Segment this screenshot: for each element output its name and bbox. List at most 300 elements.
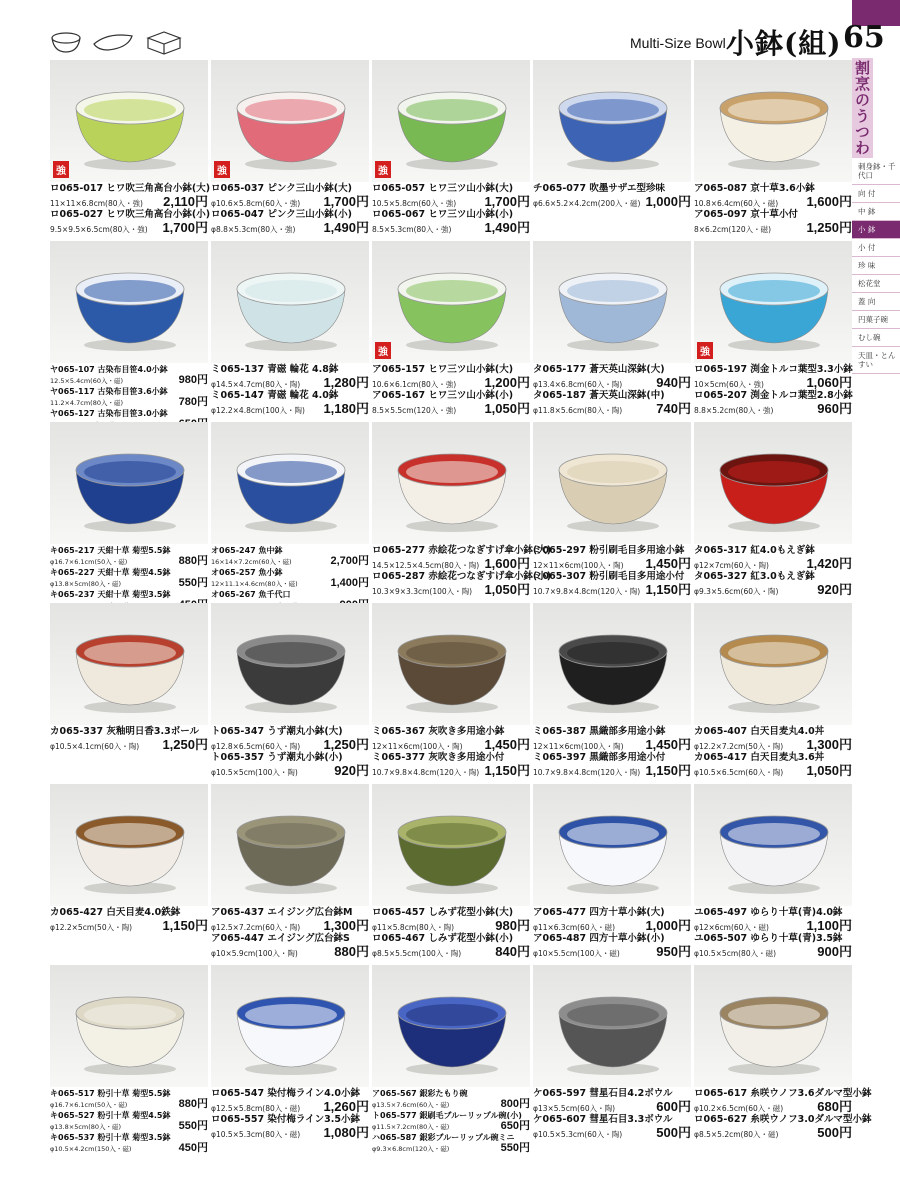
product-info	[533, 1089, 691, 1141]
product-card[interactable]	[211, 241, 369, 419]
product-price: 920円	[817, 581, 852, 597]
product-info	[694, 908, 852, 960]
product-name: ト065-577 銀刷毛ブルーリップル碗(小)	[372, 1110, 522, 1120]
product-info	[211, 546, 369, 611]
product-name: ヤ065-107 古染布目笹4.0小鉢	[50, 365, 168, 374]
blue-shell-bowl-photo	[533, 60, 691, 182]
product-spec-row	[372, 376, 530, 391]
product-spec-row	[372, 195, 530, 210]
product-price: 920円	[334, 762, 369, 778]
product-price: 1,400円	[330, 577, 369, 590]
product-spec-row	[694, 1126, 852, 1141]
sidebar-item[interactable]: 小 鉢	[852, 221, 900, 239]
product-card[interactable]	[533, 422, 691, 600]
product-price: 1,050円	[484, 400, 530, 416]
product-spec-row	[533, 945, 691, 960]
product-name: チ065-077 吹墨サザエ型珍味	[533, 183, 666, 194]
product-name: ア065-567 銀彩たもり碗	[372, 1089, 468, 1098]
red-bowl-photo	[694, 422, 852, 544]
product-name: ト065-357 うず潮丸小鉢(小)	[211, 751, 343, 763]
product-name: タ065-327 紅3.0もえぎ鉢	[694, 570, 815, 582]
blue-fish-bowl-photo	[211, 422, 369, 544]
product-price: 880円	[334, 943, 369, 959]
product-name: カ065-427 白天目麦4.0鉄鉢	[50, 907, 181, 918]
product-price: 1,100円	[806, 917, 852, 933]
product-price: 1,490円	[323, 219, 369, 235]
blue-bamboo-bowl-photo	[50, 241, 208, 363]
product-name: ユ065-497 ゆらり十草(青)4.0鉢	[694, 907, 843, 918]
sidebar-item[interactable]: 中 鉢	[852, 203, 900, 221]
product-info	[50, 546, 208, 611]
product-spec-row	[372, 945, 530, 960]
product-name: カ065-407 白天目麦丸4.0丼	[694, 726, 825, 737]
product-price: 1,150円	[645, 762, 691, 778]
product-price: 1,050円	[484, 581, 530, 597]
product-spec-row	[50, 738, 208, 753]
product-price: 450円	[178, 1141, 208, 1154]
product-spec: 10.8×6.4cm(60入・磁)	[694, 198, 779, 208]
ash-handled-bowl-photo	[372, 603, 530, 725]
aging-cone-bowl-photo	[211, 784, 369, 906]
product-name: ア065-097 京十草小付	[694, 208, 798, 220]
product-card[interactable]	[533, 965, 691, 1143]
product-info	[211, 184, 369, 236]
product-spec: φ12.2×4.8cm(100入・陶)	[211, 405, 305, 415]
product-spec: 10.7×9.8×4.8cm(120入・陶)	[372, 767, 480, 777]
blue-chrysanthemum-bowl-photo	[50, 422, 208, 544]
product-card[interactable]	[372, 603, 530, 781]
product-price: 960円	[817, 400, 852, 416]
product-card[interactable]	[50, 422, 208, 600]
product-name: キ065-537 粉引十草 菊型3.5鉢	[50, 1132, 171, 1142]
product-price: 1,150円	[645, 581, 691, 597]
product-name: ロ065-037 ピンク三山小鉢(大)	[211, 183, 352, 194]
product-name: ロ065-017 ヒワ吹三角高台小鉢(大)	[50, 183, 211, 194]
product-spec-row	[694, 195, 852, 210]
celadon-flower-bowl-photo	[211, 241, 369, 363]
product-price: 1,180円	[323, 400, 369, 416]
product-spec: φ9.3×6.8cm(120入・磁)	[372, 1144, 450, 1153]
product-price: 1,450円	[645, 736, 691, 752]
product-spec: 11×11×6.8cm(80入・強)	[50, 198, 143, 208]
product-spec-row	[211, 376, 369, 391]
product-spec-row	[533, 1100, 691, 1115]
product-info	[50, 365, 208, 430]
product-card[interactable]	[694, 422, 852, 600]
product-price: 1,250円	[806, 219, 852, 235]
product-spec: 9.5×9.5×6.5cm(80入・強)	[50, 224, 148, 234]
product-price: 880円	[178, 1098, 208, 1111]
sidebar-item[interactable]: 珍 味	[852, 257, 900, 275]
red-flower-oval-bowl-photo	[372, 422, 530, 544]
product-price: 650円	[500, 1120, 530, 1133]
product-name: ア065-477 四方十草小鉢(大)	[533, 907, 665, 918]
product-name: ロ065-627 糸咲ウノフ3.0ダルマ型小鉢	[694, 1113, 872, 1125]
product-info	[211, 727, 369, 779]
product-spec-row	[372, 557, 530, 572]
product-price: 1,060円	[806, 374, 852, 390]
product-info	[372, 365, 530, 417]
black-footed-bowl-photo	[211, 603, 369, 725]
product-name: ロ065-047 ピンク三山小鉢(小)	[211, 208, 352, 220]
product-spec-row	[211, 764, 369, 779]
product-price: 800円	[500, 1098, 530, 1111]
product-spec: φ12.5×7.2cm(60入・陶)	[211, 922, 301, 932]
product-card[interactable]	[50, 241, 208, 419]
product-name: ロ065-197 渕金トルコ葉型3.3小鉢	[694, 364, 853, 375]
product-name: ロ065-027 ヒワ吹三角高台小鉢(小)	[50, 208, 211, 220]
product-spec-row	[211, 1126, 369, 1141]
product-info	[372, 1089, 530, 1154]
product-price: 1,250円	[162, 736, 208, 752]
green-triangle-footed-bowl-photo	[50, 60, 208, 182]
product-price: 1,420円	[806, 555, 852, 571]
product-spec-row	[372, 1120, 530, 1133]
product-price: 900円	[817, 943, 852, 959]
product-spec-row	[372, 1098, 530, 1111]
product-card[interactable]	[533, 241, 691, 419]
product-card[interactable]	[50, 965, 208, 1154]
sidebar-item[interactable]: 小 付	[852, 239, 900, 257]
product-spec: 10.5×5.8cm(60入・強)	[372, 198, 457, 208]
product-card[interactable]	[533, 60, 691, 238]
sidebar-item[interactable]: 蓋 向	[852, 293, 900, 311]
product-card[interactable]	[50, 60, 211, 238]
strong-badge: 強	[697, 342, 713, 359]
product-name: ア065-167 ヒワ三ツ山小鉢(小)	[372, 389, 514, 401]
product-price: 500円	[817, 1124, 852, 1140]
product-name: キ065-227 天紺十草 菊型4.5鉢	[50, 567, 171, 577]
white-crackle-bowl-photo	[694, 965, 852, 1087]
product-card[interactable]	[372, 784, 530, 962]
product-price: 550円	[500, 1141, 530, 1154]
product-info	[211, 1089, 369, 1141]
product-name: ハ065-587 銀彩ブルーリップル碗ミニ	[372, 1132, 515, 1142]
product-spec-row	[211, 577, 369, 590]
product-price: 1,490円	[484, 219, 530, 235]
leaf-plate-icon	[94, 35, 132, 50]
product-price: 840円	[495, 943, 530, 959]
product-info	[372, 545, 552, 598]
sidebar-item[interactable]: 円菓子碗	[852, 311, 900, 329]
product-spec: φ10.2×6.5cm(60入・磁)	[694, 1103, 784, 1113]
product-info	[533, 727, 691, 779]
product-spec: φ8.5×5.2cm(80入・磁)	[694, 1129, 779, 1139]
product-spec: φ13.8×5cm(80入・磁)	[50, 580, 122, 589]
product-name: ミ065-137 青磁 輪花 4.8鉢	[211, 364, 339, 375]
product-price: 1,260円	[323, 1098, 369, 1114]
black-handled-bowl-photo	[533, 603, 691, 725]
product-price: 1,280円	[323, 374, 369, 390]
product-spec: φ10.5×6.5cm(60入・陶)	[694, 767, 784, 777]
product-name: ミ065-307 粉引刷毛目多用途小付	[533, 570, 685, 582]
product-spec: φ12.5×5.8cm(80入・磁)	[211, 1103, 301, 1113]
product-price: 980円	[178, 374, 208, 387]
product-spec: φ14.5×4.7cm(80入・陶)	[211, 379, 301, 389]
product-price: 1,450円	[484, 736, 530, 752]
product-name: ア065-437 エイジング広台鉢M	[211, 907, 353, 918]
product-spec: 16×14×7.2cm(60入・磁)	[211, 558, 292, 567]
product-name: ロ065-277 赤絵花つなぎすげ傘小鉢(大)	[372, 545, 552, 556]
product-spec-row	[694, 919, 852, 934]
product-name: ア065-157 ヒワ三ツ山小鉢(大)	[372, 364, 514, 375]
product-card[interactable]	[211, 965, 369, 1143]
product-info	[694, 365, 852, 417]
product-name: ロ065-547 染付梅ライン4.0小鉢	[211, 1088, 360, 1099]
product-card[interactable]	[211, 422, 369, 600]
product-spec-row	[372, 1142, 530, 1155]
page-title: 小鉢(組)	[726, 27, 842, 60]
product-spec: 10×5cm(60入・強)	[694, 379, 764, 389]
product-spec: 8.8×5.2cm(80入・強)	[694, 405, 774, 415]
sidebar-title: 割烹のうつわ	[853, 60, 871, 156]
product-spec: φ10.5×5cm(80入・磁)	[694, 948, 777, 958]
product-card[interactable]	[211, 784, 369, 962]
product-spec: φ8.5×5.5cm(100入・陶)	[372, 948, 462, 958]
white-chrysanthemum-bowl-photo	[50, 965, 208, 1087]
product-spec-row	[50, 1142, 208, 1155]
product-spec: 8×6.2cm(120入・磁)	[694, 224, 772, 234]
product-price: 1,200円	[484, 374, 530, 390]
product-info	[372, 727, 530, 779]
product-card[interactable]	[694, 603, 852, 781]
bowl-icon	[52, 33, 80, 52]
product-spec: 12×11×6cm(100入・陶)	[533, 741, 624, 751]
product-name: オ065-257 魚小鉢	[211, 567, 283, 577]
page-number: 65	[843, 20, 885, 55]
product-name: カ065-417 白天目麦丸3.6丼	[694, 751, 825, 763]
white-wheat-bowl-photo	[694, 603, 852, 725]
category-sidebar	[852, 58, 900, 374]
product-card[interactable]	[50, 603, 208, 781]
product-spec-row	[50, 919, 208, 934]
product-price: 1,450円	[645, 555, 691, 571]
product-name: オ065-267 魚千代口	[211, 589, 291, 599]
product-info	[533, 365, 691, 417]
product-spec: 10.7×9.8×4.8cm(120入・陶)	[533, 586, 641, 596]
product-price: 1,000円	[645, 917, 691, 933]
product-spec: φ10.5×5.3cm(60入・陶)	[533, 1129, 623, 1139]
product-spec: φ10.5×4.2cm(150入・磁)	[50, 1144, 132, 1153]
product-spec: 12×11.1×4.6cm(80入・磁)	[211, 580, 298, 589]
product-spec: φ13×5.5cm(60入・陶)	[533, 1103, 616, 1113]
product-spec-row	[50, 555, 208, 568]
green-flower-bowl-photo	[372, 784, 530, 906]
product-name: ロ065-467 しみず花型小鉢(小)	[372, 932, 514, 944]
product-spec-row	[533, 402, 691, 417]
product-spec-row	[211, 919, 369, 934]
product-spec-row	[694, 764, 852, 779]
product-spec: φ6.6×5.2×4.2cm(200入・磁)	[533, 198, 641, 208]
product-price: 1,050円	[806, 762, 852, 778]
product-spec: φ12×6cm(60入・磁)	[694, 922, 769, 932]
product-price: 500円	[656, 1124, 691, 1140]
product-name: ロ065-057 ヒワ三ツ山小鉢(大)	[372, 183, 514, 194]
blue-plum-bowl-photo	[211, 965, 369, 1087]
product-spec-row	[694, 402, 852, 417]
sidebar-item[interactable]: むし碗	[852, 329, 900, 347]
product-info	[211, 365, 369, 417]
product-spec-row	[211, 221, 369, 236]
product-spec: φ10.5×5cm(100入・陶)	[211, 767, 298, 777]
product-spec-row	[211, 555, 369, 568]
product-info	[694, 1088, 872, 1141]
product-spec-row	[211, 1100, 369, 1115]
product-spec: φ11×6.3cm(60入・磁)	[533, 922, 616, 932]
product-price: 1,150円	[162, 917, 208, 933]
product-spec: φ11.5×7.2cm(80入・磁)	[372, 1123, 450, 1132]
product-spec: φ10.5×5.3cm(80入・磁)	[211, 1129, 301, 1139]
product-name: キ065-217 天紺十草 菊型5.5鉢	[50, 546, 171, 555]
product-spec: φ11×5.8cm(80入・陶)	[372, 922, 455, 932]
product-spec-row	[50, 396, 208, 409]
product-spec-row	[372, 738, 530, 753]
product-name: ロ065-457 しみず花型小鉢(大)	[372, 907, 514, 918]
product-card[interactable]	[372, 422, 552, 600]
product-price: 1,700円	[484, 193, 530, 209]
product-spec-row	[533, 1126, 691, 1141]
product-price: 1,250円	[323, 736, 369, 752]
product-spec-row	[50, 1098, 208, 1111]
product-spec-row	[50, 221, 208, 236]
strong-badge: 強	[375, 161, 391, 178]
product-card[interactable]	[694, 241, 852, 419]
product-name: ア065-087 京十草3.6小鉢	[694, 183, 815, 194]
product-price: 1,300円	[806, 736, 852, 752]
sidebar-item[interactable]: 松花堂	[852, 275, 900, 293]
product-spec-row	[211, 402, 369, 417]
product-info	[694, 184, 852, 236]
product-spec-row	[372, 919, 530, 934]
product-name: キ065-527 粉引十草 菊型4.5鉢	[50, 1110, 171, 1120]
product-name: ミ065-377 灰吹き多用途小付	[372, 751, 505, 763]
product-spec: φ12.2×5cm(50入・陶)	[50, 922, 133, 932]
header-icons	[48, 28, 188, 56]
product-card[interactable]	[372, 241, 530, 419]
strong-badge: 強	[214, 161, 230, 178]
product-card[interactable]	[372, 965, 530, 1154]
product-spec-row	[694, 1100, 852, 1115]
product-spec-row	[50, 577, 208, 590]
product-name: ミ065-387 黒織部多用途小鉢	[533, 726, 666, 737]
green-mountain-bowl-2-photo	[372, 241, 530, 363]
product-info	[694, 546, 852, 598]
blue-swirl-deep-bowl-photo	[533, 241, 691, 363]
product-name: キ065-237 天紺十草 菊型3.5鉢	[50, 589, 171, 599]
product-spec-row	[533, 764, 691, 779]
product-name: ロ065-067 ヒワ三ツ山小鉢(小)	[372, 208, 514, 220]
product-card[interactable]	[50, 784, 208, 962]
product-spec-row	[694, 376, 852, 391]
product-spec-row	[694, 221, 852, 236]
product-name: ト065-347 うず潮丸小鉢(大)	[211, 726, 343, 737]
product-name: ア065-487 四方十草小鉢(小)	[533, 932, 665, 944]
product-name: ミ065-367 灰吹き多用途小鉢	[372, 726, 505, 737]
product-spec: φ12.2×7.2cm(50入・陶)	[694, 741, 784, 751]
product-info	[211, 908, 369, 960]
product-spec-row	[533, 195, 691, 210]
product-spec: φ13.4×6.8cm(60入・陶)	[533, 379, 623, 389]
product-card[interactable]	[533, 784, 691, 962]
product-spec: 12.5×5.4cm(60入・磁)	[50, 377, 124, 386]
product-info	[50, 1089, 208, 1154]
product-name: ロ065-617 糸咲ウノフ3.6ダルマ型小鉢	[694, 1088, 872, 1099]
product-name: キ065-517 粉引十草 菊型5.5鉢	[50, 1089, 171, 1098]
product-name: カ065-337 灰釉明日香3.3ボール	[50, 726, 200, 737]
blue-lattice-bowl-photo	[533, 784, 691, 906]
product-price: 780円	[178, 396, 208, 409]
white-scalloped-bowl-photo	[694, 60, 852, 182]
product-name: ヤ065-127 古染布目笹3.0小鉢	[50, 408, 168, 418]
product-card[interactable]	[533, 603, 691, 781]
product-spec: 8.5×5.5cm(120入・強)	[372, 405, 457, 415]
product-name: ミ065-397 黒織部多用途小付	[533, 751, 666, 763]
product-spec: φ9.3×5.6cm(60入・陶)	[694, 586, 779, 596]
sidebar-item[interactable]: 向 付	[852, 185, 900, 203]
product-name: タ065-317 紅4.0もえぎ鉢	[694, 545, 815, 556]
product-info	[533, 546, 691, 598]
product-spec-row	[533, 583, 691, 598]
product-price: 2,700円	[330, 555, 369, 568]
product-price: 550円	[178, 1120, 208, 1133]
product-card[interactable]	[694, 60, 852, 238]
product-price: 550円	[178, 577, 208, 590]
product-spec-row	[50, 195, 208, 210]
product-card[interactable]	[694, 965, 872, 1143]
product-spec: φ10×5.9cm(100入・陶)	[211, 948, 298, 958]
product-spec-row	[694, 583, 852, 598]
product-card[interactable]	[372, 60, 530, 238]
product-info	[372, 184, 530, 236]
sidebar-item[interactable]: 天皿・とんすい	[852, 347, 900, 374]
product-spec: 10.7×9.8×4.8cm(120入・陶)	[533, 767, 641, 777]
product-spec: φ11.8×5.6cm(80入・陶)	[533, 405, 623, 415]
product-spec: 12×11×6cm(100入・陶)	[533, 560, 624, 570]
navy-ribbed-bowl-photo	[372, 965, 530, 1087]
product-card[interactable]	[694, 784, 852, 962]
product-price: 600円	[656, 1098, 691, 1114]
product-price: 680円	[817, 1098, 852, 1114]
product-price: 950円	[656, 943, 691, 959]
product-spec-row	[533, 557, 691, 572]
product-name: ロ065-557 染付梅ライン3.5小鉢	[211, 1113, 360, 1125]
product-spec-row	[211, 195, 369, 210]
product-price: 1,600円	[806, 193, 852, 209]
product-price: 980円	[495, 917, 530, 933]
product-name: ケ065-597 彗星石目4.2ボウル	[533, 1088, 673, 1099]
product-spec: φ10.6×5.8cm(60入・強)	[211, 198, 301, 208]
product-spec: φ16.7×6.1cm(50入・磁)	[50, 1101, 128, 1110]
product-spec-row	[533, 919, 691, 934]
product-spec: φ10×5.5cm(100入・磁)	[533, 948, 620, 958]
product-price: 940円	[656, 374, 691, 390]
green-mountain-bowl-photo	[372, 60, 530, 182]
product-info	[372, 908, 530, 960]
english-title: Multi-Size Bowl	[630, 35, 726, 51]
product-spec: 12×11×6cm(100入・陶)	[372, 741, 463, 751]
product-price: 1,600円	[484, 555, 530, 571]
product-price: 1,080円	[323, 1124, 369, 1140]
product-spec-row	[50, 374, 208, 387]
product-spec-row	[372, 583, 530, 598]
product-card[interactable]	[211, 603, 369, 781]
product-spec-row	[372, 402, 530, 417]
product-spec: φ10.5×4.1cm(60入・陶)	[50, 741, 140, 751]
sidebar-item[interactable]: 刺身鉢・千代口	[852, 158, 900, 185]
product-spec: φ12×7cm(60入・陶)	[694, 560, 769, 570]
product-card[interactable]	[211, 60, 369, 238]
product-price: 1,000円	[645, 193, 691, 209]
